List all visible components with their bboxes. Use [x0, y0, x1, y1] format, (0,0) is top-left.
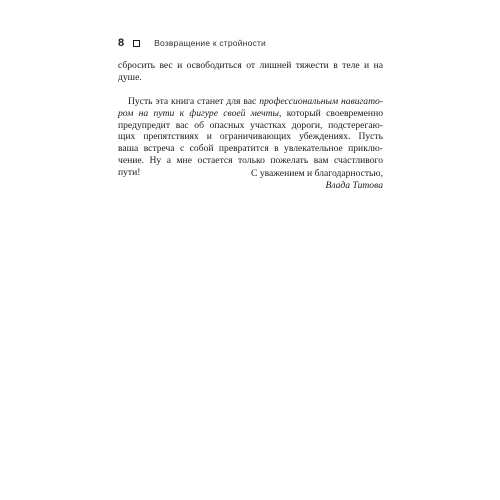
text-line: пути!	[118, 166, 141, 178]
paragraph-wish	[118, 96, 383, 179]
running-head	[118, 36, 266, 50]
text-line	[118, 108, 383, 120]
author-name: Влада Титова	[325, 179, 383, 191]
text-fragment: Пусть эта книга станет для вас	[128, 96, 260, 107]
text-line: душе.	[118, 71, 142, 83]
text-line: предупредит вас об опасных участках дороги, подстерегаю-	[118, 119, 383, 131]
text-line: сбросить вес и освободиться от лишней тяжести в теле и на	[118, 60, 383, 71]
page-number: 8	[118, 37, 125, 49]
text-line: чение. Ну а мне остается только пожелать вам счастливого	[118, 154, 383, 166]
signature-block	[118, 168, 383, 192]
emphasis-text: профессиональным навигато-	[259, 96, 383, 107]
text-line: щих препятствиях и ограничивающих убеждениях. Пусть	[118, 131, 383, 143]
text-fragment: , который своевременно	[279, 107, 384, 119]
text-line: ваша встреча с собой превратится в увлекательное приклю-	[118, 143, 383, 155]
paragraph-continuation	[118, 60, 383, 84]
text-line	[118, 96, 383, 108]
running-title: Возвращение к стройности	[154, 38, 266, 48]
emphasis-text: ром на пути к фигуре своей мечты	[118, 107, 280, 119]
closing-salutation: С уважением и благодарностью,	[251, 168, 383, 179]
square-bullet-icon	[133, 40, 140, 47]
